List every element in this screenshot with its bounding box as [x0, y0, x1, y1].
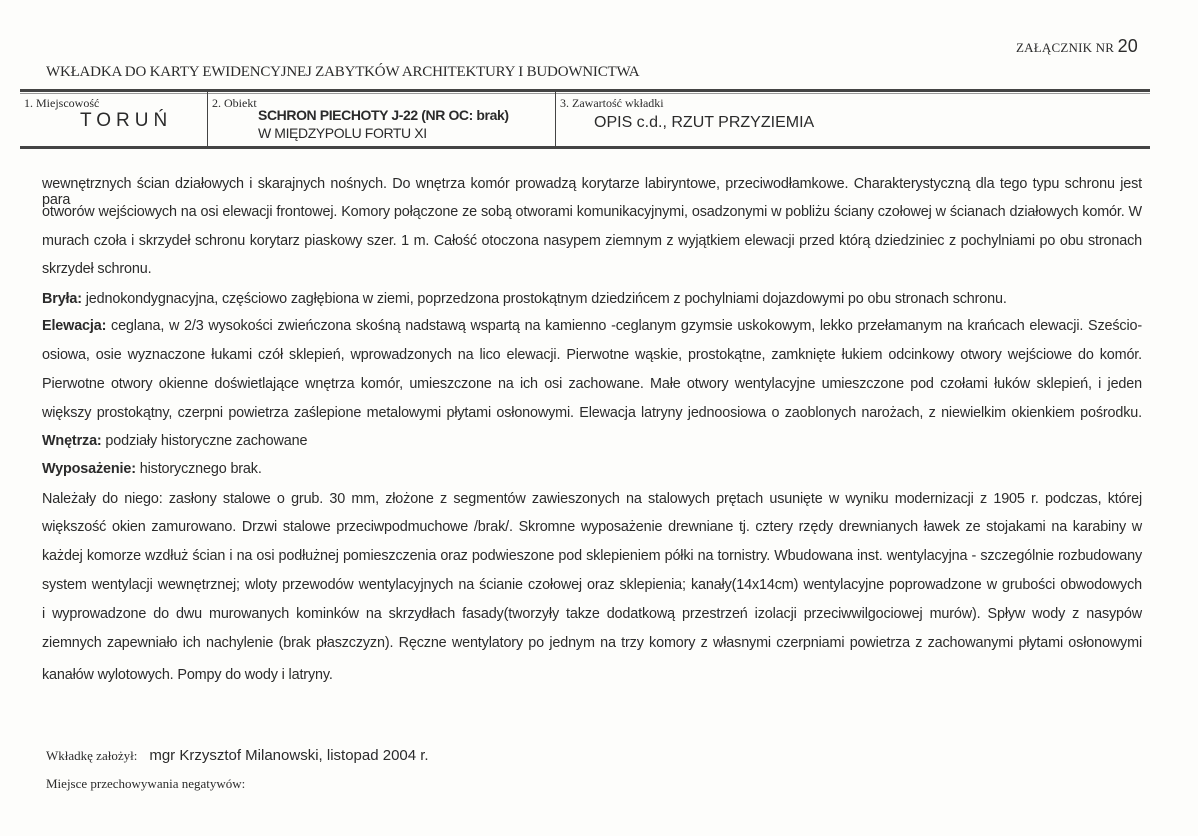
line-text: otworów wejściowych na osi elewacji frontowej. Komory połączone ze sobą otworami komunikacyjnymi, osadzonymi w pobliżu ściany czołowej w ścianach działowych komór. W [42, 204, 1142, 220]
text-line [42, 233, 1142, 251]
locality-cell [20, 92, 207, 146]
text-line [42, 433, 1142, 449]
text-line [42, 291, 1142, 307]
line-text: większy prostokątny, czerpni powietrza zaślepione metalowymi płytami osłonowymi. Elewacja latryny jednoosiowa o zaoblonych narożach, z niewielkim okienkiem pośrodku. [42, 405, 1142, 421]
author-row [46, 747, 429, 765]
line-text: podziały historyczne zachowane [101, 433, 308, 449]
text-line [42, 405, 1142, 423]
locality-value: TORUŃ [80, 110, 173, 131]
line-text: i wyprowadzone do dwu murowanych kominków na skrzydłach fasady(tworzyły takze dodatkową przestrzeń izolacji przeciwwilgociowej murów). Spływ wody z nasypów [42, 606, 1142, 622]
annex-label: ZAŁĄCZNIK NR [1016, 40, 1115, 55]
line-text: historycznego brak. [135, 461, 262, 477]
text-line [42, 519, 1142, 537]
section-label: Elewacja: [42, 318, 107, 334]
text-line [42, 176, 1142, 208]
text-line [42, 461, 1142, 477]
text-line [42, 318, 1142, 336]
text-line [42, 204, 1142, 222]
line-text: system wentylacji wewnętrznej; wloty przewodów wentylacyjnych na ścianie czołowej oraz sklepienia; kanały(14x14cm) wentylacyjne poprowadzone w grubości obwodowych [42, 577, 1142, 593]
line-text: wewnętrznych ścian działowych i skarajnych nośnych. Do wnętrza komór prowadzą korytarze labiryntowe, przeciwodłamkowe. Charakterystyczną dla tego typu schronu jest para [42, 176, 1142, 208]
text-line [42, 376, 1142, 394]
line-text: większość okien zamurowano. Drzwi stalowe przeciwpodmuchowe /brak/. Skromne wyposażenie drewniane tj. cztery rzędy drewnianych ławek ze stojakami na karabiny w [42, 519, 1142, 535]
section-label: Wyposażenie: [42, 461, 136, 477]
header-table [20, 89, 1150, 149]
line-text: kanałów wylotowych. Pompy do wody i latryny. [42, 667, 333, 683]
object-name: SCHRON PIECHOTY J-22 (NR OC: brak) [258, 107, 509, 123]
section-label: Wnętrza: [42, 433, 102, 449]
text-line [42, 635, 1142, 653]
object-location: W MIĘDZYPOLU FORTU XI [258, 125, 427, 141]
negatives-location-label: Miejsce przechowywania negatywów: [46, 776, 246, 791]
text-line [42, 261, 1142, 277]
line-text: murach czoła i skrzydeł schronu korytarz piaskowy szer. 1 m. Całość otoczona nasypem ziemnym z wyjątkiem elewacji przed którą dziedziniec z pochylniami po obu stronach [42, 233, 1142, 249]
annex-number-value: 20 [1117, 36, 1138, 56]
author-label: Wkładkę założył: [46, 748, 138, 763]
line-text: Pierwotne otwory okienne doświetlające wnętrza komór, umieszczone na ich osi zachowane. Małe otwory wentylacyjne umieszczone pod czołami łuków sklepień, i jeden [42, 376, 1142, 392]
text-line [42, 491, 1142, 509]
contents-value: OPIS c.d., RZUT PRZYZIEMIA [594, 114, 815, 131]
text-line [42, 347, 1142, 365]
contents-label: 3. Zawartość wkładki [560, 96, 664, 110]
text-line [42, 548, 1142, 566]
line-text: ziemnych zapewniało ich nachylenie (brak płaszczyzn). Ręczne wentylatory po jednym na trzy komory z własnymi czerpniami powietrza z zachowanymi płytami osłonowymi [42, 635, 1142, 651]
line-text: skrzydeł schronu. [42, 261, 152, 277]
locality-label: 1. Miejscowość [24, 96, 100, 110]
text-line [42, 667, 1142, 683]
line-text: Należały do niego: zasłony stalowe o grub. 30 mm, złożone z segmentów zawieszonych na stalowych prętach usunięte w wyniku modernizacji z 1905 r. podczas, której [42, 491, 1142, 507]
object-label: 2. Obiekt [212, 96, 257, 110]
line-text: ceglana, w 2/3 wysokości zwieńczona skośną nadstawą wspartą na kamienno -ceglanym gzymsie uskokowym, lekko przełamanym na krańcach elewacji. Sześcio- [106, 318, 1142, 334]
line-text: jednokondygnacyjna, częściowo zagłębiona w ziemi, poprzedzona prostokątnym dziedzińcem z pochylniami dojazdowymi po obu stronach schronu. [81, 291, 1007, 307]
section-label: Bryła: [42, 291, 82, 307]
annex-number [1016, 36, 1138, 57]
line-text: osiowa, osie wyznaczone łukami czół sklepień, wprowadzonych na lico elewacji. Pierwotne wąskie, prostokątne, zamknięte łukiem odcinkowy otwory wejściowe do komór. [42, 347, 1142, 363]
contents-cell [555, 92, 1150, 146]
text-line [42, 577, 1142, 595]
line-text: każdej komorze wzdłuż ścian i na osi podłużnej pomieszczenia oraz podwieszone pod sklepieniem półki na tornistry. Wbudowana inst. wentylacyjna - szczególnie rozbudowany [42, 548, 1142, 564]
document-title: WKŁADKA DO KARTY EWIDENCYJNEJ ZABYTKÓW ARCHITEKTURY I BUDOWNICTWA [46, 64, 640, 80]
text-line [42, 606, 1142, 624]
object-cell [207, 92, 556, 146]
author-value: mgr Krzysztof Milanowski, listopad 2004 r. [149, 747, 429, 764]
